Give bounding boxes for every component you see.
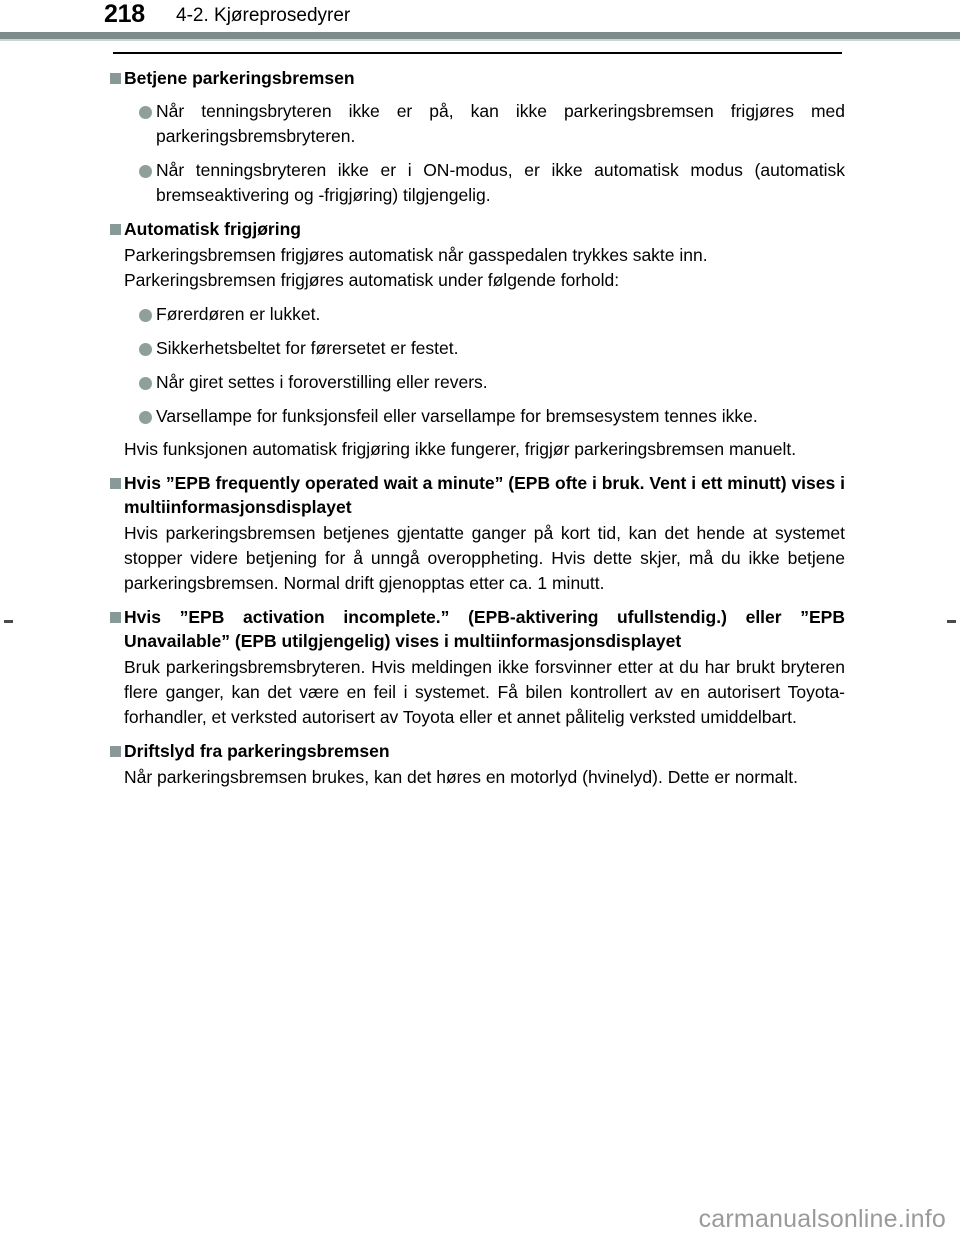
circle-bullet-icon <box>139 411 152 424</box>
list-item-label: Førerdøren er lukket. <box>156 304 321 324</box>
header-rule-thin <box>113 52 842 54</box>
circle-bullet-icon <box>139 165 152 178</box>
section-heading <box>0 217 960 241</box>
section-betjene-parkeringsbremsen <box>0 66 960 208</box>
crop-mark-right <box>947 620 956 623</box>
square-bullet-icon <box>110 478 121 489</box>
square-bullet-icon <box>110 746 121 757</box>
square-bullet-icon <box>110 73 121 84</box>
section-heading-label: Hvis ”EPB frequently operated wait a minute” (EPB ofte i bruk. Vent i ett minutt) vises i multiinformasjonsdisplayet <box>124 473 845 517</box>
header-rule-bar-shadow <box>0 39 960 41</box>
section-epb-frequently-operated <box>0 471 960 596</box>
list-item-label: Når tenningsbryteren ikke er i ON-modus, er ikke automatisk modus (automatisk bremseaktivering og -frigjøring) tilgjengelig. <box>156 160 845 205</box>
circle-bullet-icon <box>139 106 152 119</box>
list-item-label: Sikkerhetsbeltet for førersetet er festet. <box>156 338 459 358</box>
paragraph: Hvis funksjonen automatisk frigjøring ikke fungerer, frigjør parkeringsbremsen manuelt. <box>124 439 797 459</box>
paragraph: Hvis parkeringsbremsen betjenes gjentatte ganger på kort tid, kan det hende at systemet stopper videre betjening for å unngå overoppheting. Hvis dette skjer, må du ikke betjene parkeringsbremsen. Normal drift gjenopptas etter ca. 1 minutt. <box>124 523 845 593</box>
list-item-label: Varsellampe for funksjonsfeil eller varsellampe for bremsesystem tennes ikke. <box>156 406 758 426</box>
section-epb-activation-incomplete <box>0 605 960 730</box>
list-item-label: Når tenningsbryteren ikke er på, kan ikke parkeringsbremsen frigjøres med parkeringsbremsbryteren. <box>156 101 845 146</box>
page-number: 218 <box>104 0 145 28</box>
paragraph: Bruk parkeringsbremsbryteren. Hvis meldingen ikke forsvinner etter at du har brukt bryteren flere ganger, kan det være en feil i systemet. Få bilen kontrollert av en autorisert Toyota-forhandler, et verksted autorisert av Toyota eller et annet pålitelig verksted umiddelbart. <box>124 657 845 727</box>
list-item <box>0 404 960 429</box>
paragraph: Parkeringsbremsen frigjøres automatisk under følgende forhold: <box>124 270 620 290</box>
list-item <box>0 158 960 208</box>
section-heading-label: Driftslyd fra parkeringsbremsen <box>124 741 390 761</box>
header-rule-bar <box>0 32 960 39</box>
section-heading-label: Automatisk frigjøring <box>124 219 301 239</box>
circle-bullet-icon <box>139 377 152 390</box>
square-bullet-icon <box>110 612 121 623</box>
page-header <box>0 0 960 32</box>
list-item <box>0 99 960 149</box>
section-driftslyd <box>0 739 960 790</box>
circle-bullet-icon <box>139 343 152 356</box>
circle-bullet-icon <box>139 309 152 322</box>
section-heading <box>0 471 960 519</box>
section-heading <box>0 739 960 763</box>
square-bullet-icon <box>110 224 121 235</box>
list-item <box>0 336 960 361</box>
paragraph: Når parkeringsbremsen brukes, kan det høres en motorlyd (hvinelyd). Dette er normalt. <box>124 767 799 787</box>
crop-mark-left <box>4 620 13 623</box>
watermark: carmanualsonline.info <box>698 1205 946 1233</box>
section-title: 4-2. Kjøreprosedyrer <box>176 5 351 26</box>
section-heading-label: Hvis ”EPB activation incomplete.” (EPB-aktivering ufullstendig.) eller ”EPB Unavailable” (EPB utilgjengelig) vises i multiinformasjonsdisplayet <box>124 607 845 651</box>
paragraph: Parkeringsbremsen frigjøres automatisk når gasspedalen trykkes sakte inn. <box>124 245 708 265</box>
section-heading-label: Betjene parkeringsbremsen <box>124 68 355 88</box>
section-heading <box>0 66 960 90</box>
list-item-label: Når giret settes i foroverstilling eller revers. <box>156 372 488 392</box>
list-item <box>0 370 960 395</box>
section-automatisk-frigjoring <box>0 217 960 462</box>
page-content <box>0 66 960 790</box>
list-item <box>0 302 960 327</box>
section-heading <box>0 605 960 653</box>
